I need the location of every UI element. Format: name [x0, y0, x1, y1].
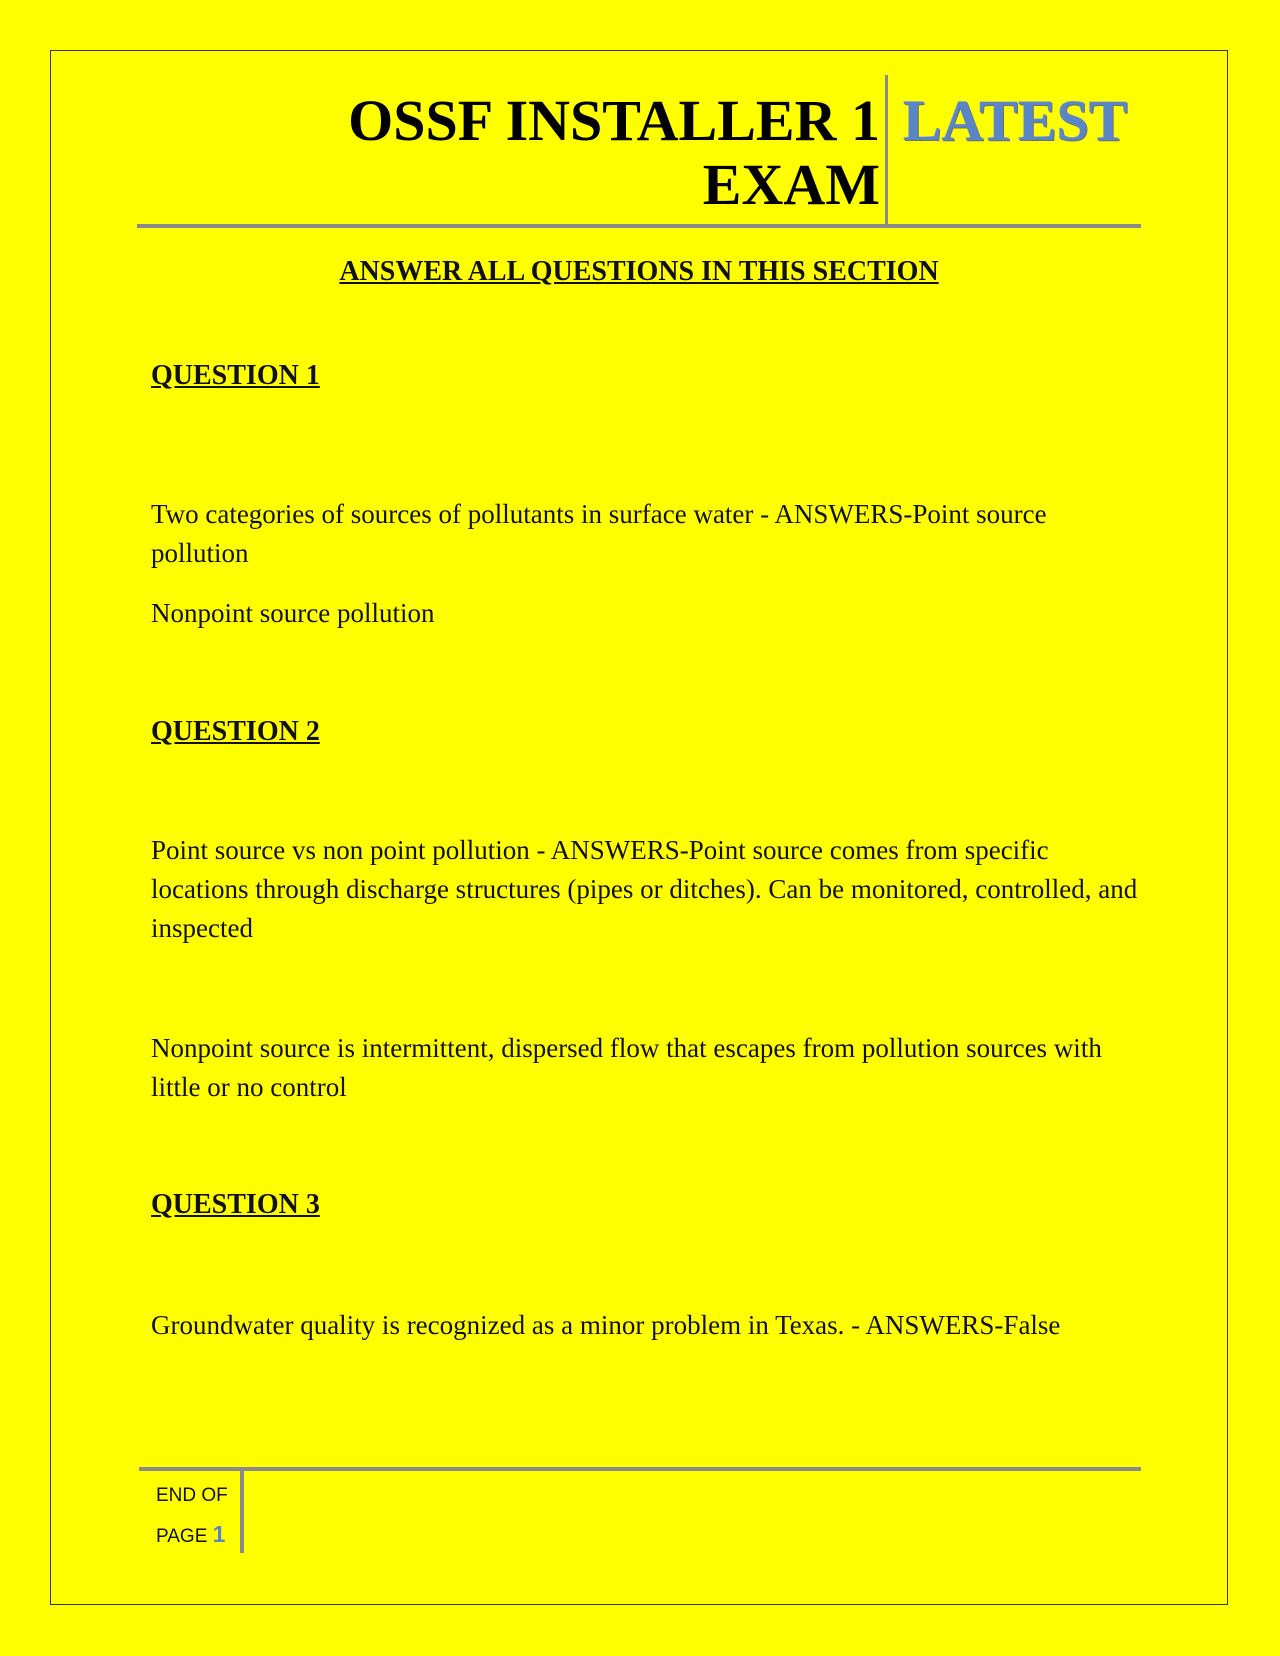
- footer-end-of: END OF: [156, 1485, 228, 1506]
- header-divider: [885, 75, 888, 225]
- question-2-answer: Point source vs non point pollution - ANSWERS-Point source comes from specific locations through discharge structures (pipes or ditches). Can be monitored, controlled, and inspected: [151, 835, 1138, 943]
- exam-title-line2: EXAM: [702, 152, 880, 217]
- question-3-heading: QUESTION 3: [151, 1189, 320, 1220]
- footer-rule: [139, 1467, 1141, 1471]
- question-1-heading: QUESTION 1: [151, 360, 320, 391]
- footer-page-line: [156, 1515, 236, 1556]
- page-header: [137, 75, 1140, 227]
- question-1-answer: Two categories of sources of pollutants in surface water - ANSWERS-Point source pollution: [151, 499, 1047, 568]
- exam-title: [348, 89, 880, 217]
- header-rule: [137, 224, 1141, 228]
- section-title: ANSWER ALL QUESTIONS IN THIS SECTION: [339, 256, 939, 287]
- page-number: 1: [212, 1521, 226, 1547]
- question-2-answer-extra: Nonpoint source is intermittent, dispersed flow that escapes from pollution sources with little or no control: [151, 1033, 1102, 1102]
- question-1-answer-extra: Nonpoint source pollution: [151, 598, 435, 628]
- page-footer: [156, 1477, 236, 1556]
- question-3-answer: Groundwater quality is recognized as a minor problem in Texas. - ANSWERS-False: [151, 1310, 1061, 1340]
- footer-divider: [240, 1471, 244, 1553]
- question-2-heading: QUESTION 2: [151, 716, 320, 747]
- exam-title-accent: LATEST: [903, 88, 1128, 153]
- exam-title-line1: OSSF INSTALLER 1: [348, 88, 880, 153]
- footer-page-label: PAGE: [156, 1526, 208, 1547]
